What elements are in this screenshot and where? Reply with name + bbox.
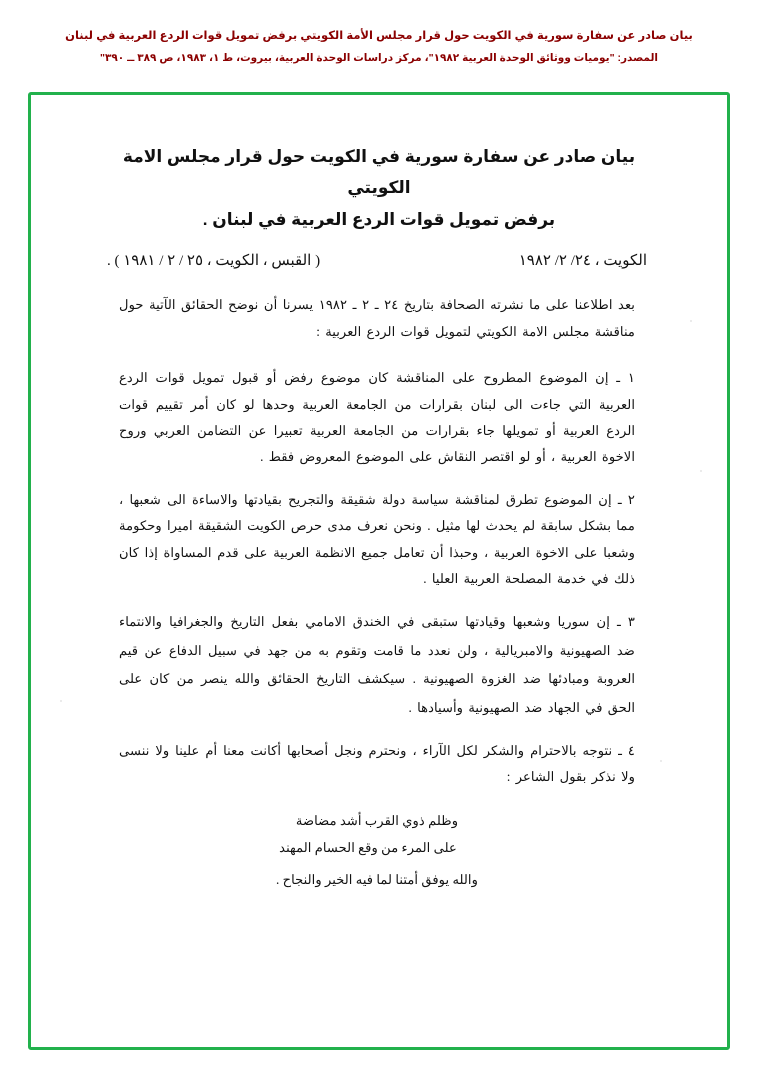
article-title-line-2: برفض تمويل قوات الردع العربية في لبنان . — [202, 209, 556, 229]
paragraph-4: ٤ ـ نتوجه بالاحترام والشكر لكل الآراء ، ونحترم ونجل أصحابها أكانت معنا أم علينا ولا ننسى ولا نذكر بقول الشاعر : — [119, 742, 635, 785]
paragraph-2: ٢ ـ إن الموضوع تطرق لمناقشة سياسة دولة شقيقة والتجريح بقيادتها والاساءة الى شعبها ، مما بشكل سابقة لم يحدث لها مثيل . ونحن نعرف مدى حرص الكويت الشقيقة اميرا وحكومة وشعبا على الاخوة العربية ، وحبذا أن تعامل جميع الانظمة العربية على قدم المساواة إذا كان ذلك في خدمة المصلحة العربية العليا . — [119, 491, 635, 586]
scan-speck — [700, 470, 702, 472]
verse-block — [119, 807, 635, 862]
scan-content — [31, 95, 727, 1047]
article-title-line-1: بيان صادر عن سفارة سورية في الكويت حول قرار مجلس الامة الكويتي — [122, 147, 636, 198]
dateline — [97, 251, 661, 270]
header-source: المصدر: "يوميات ووثائق الوحدة العربية ١٩٨٢"، مركز دراسات الوحدة العربية، بيروت، ط ١، ١٩٨٣، ص ٣٨٩ ــ ٣٩٠" — [99, 52, 659, 65]
article-body — [97, 292, 661, 894]
closing-line: والله يوفق أمتنا لما فيه الخير والنجاح . — [276, 872, 478, 888]
scan-speck — [660, 760, 662, 762]
scan-speck — [690, 320, 692, 322]
article-title — [97, 141, 661, 235]
paragraph-intro: بعد اطلاعنا على ما نشرته الصحافة بتاريخ ٢٤ ـ ٢ ـ ١٩٨٢ يسرنا أن نوضح الحقائق الآتية حول مناقشة مجلس الامة الكويتي لتمويل قوات الردع العربية : — [119, 297, 635, 339]
document-header — [0, 0, 758, 67]
paragraph-1: ١ ـ إن الموضوع المطروح على المناقشة كان موضوع رفض أو قبول تمويل قوات الردع العربية التي جاءت الى لبنان بقرارات من الجامعة العربية وحدها لو كان أمر تقييم قوات الردع العربية أو تمويلها جاء بقرارات من الجامعة العربية تعبيرا عن التضامن العربي وروح الاخوة العربية ، أو لو اقتصر النقاش على الموضوع المعروض فقط . — [119, 370, 635, 465]
scan-speck — [60, 700, 62, 702]
dateline-source: ( القبس ، الكويت ، ٢٥ / ٢ / ١٩٨١ ) . — [107, 253, 321, 270]
header-title: بيان صادر عن سفارة سورية في الكويت حول قرار مجلس الأمة الكويتي برفض تمويل قوات الردع العربية في لبنان — [65, 30, 693, 42]
verse-line-1: وظلم ذوي القرب أشد مضاضة — [295, 812, 459, 828]
dateline-place: الكويت ، ٢٤/ ٢/ ١٩٨٢ — [518, 253, 647, 270]
verse-line-2: على المرء من وقع الحسام المهند — [279, 840, 457, 856]
paragraph-3: ٣ ـ إن سوريا وشعبها وقيادتها ستبقى في الخندق الامامي بفعل التاريخ والجغرافيا والانتماء ضد الصهيونية والامبريالية ، ولن نعدد ما قامت وتقوم به من جهد في سبيل الدفاع عن قيم العروبة ومبادئها ضد الغزوة الصهيونية . سيكشف التاريخ الحقائق والله ينصر من كان على الحق في الجهاد ضد الصهيونية وأسيادها . — [119, 614, 635, 715]
scan-frame — [28, 92, 730, 1050]
